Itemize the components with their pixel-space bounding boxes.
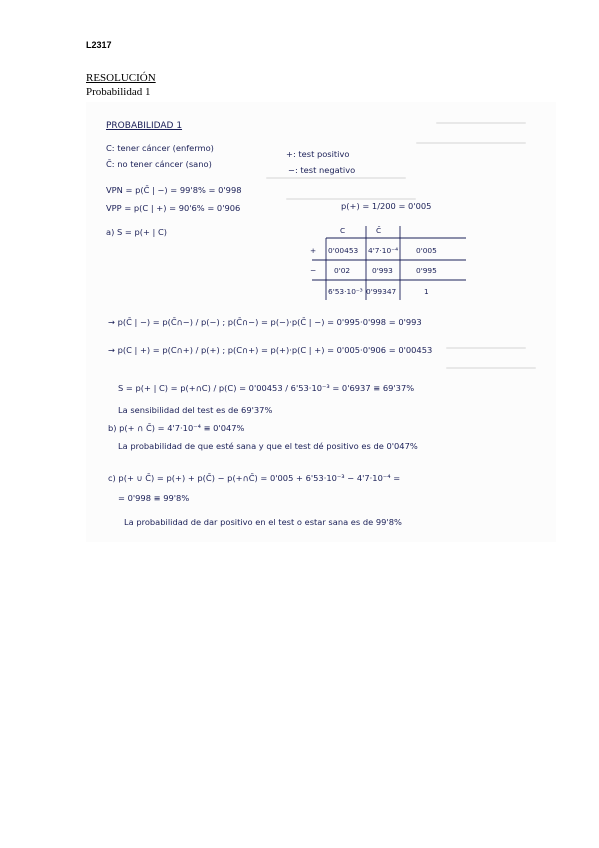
show-through-mark bbox=[446, 367, 536, 369]
page-code: L2317 bbox=[86, 40, 112, 50]
table-cell: 0'99347 bbox=[366, 287, 397, 296]
part-a-line: a) S = p(+ | C) bbox=[106, 227, 168, 237]
p-plus-line: p(+) = 1/200 = 0'005 bbox=[341, 201, 432, 211]
show-through-mark bbox=[446, 347, 526, 349]
part-b-line: b) p(+ ∩ C̄) = 4'7·10⁻⁴ ≡ 0'047% bbox=[108, 423, 245, 433]
table-cell: 0'993 bbox=[372, 266, 393, 275]
vpn-line: VPN = p(C̄ | −) = 99'8% = 0'998 bbox=[106, 185, 242, 195]
table-cell: 0'005 bbox=[416, 246, 437, 255]
table-cell: 6'53·10⁻³ bbox=[328, 287, 363, 296]
table-cell: 1 bbox=[424, 287, 429, 296]
part-c-conclusion: La probabilidad de dar positivo en el test o estar sana es de 99'8% bbox=[124, 517, 402, 527]
show-through-mark bbox=[416, 142, 526, 144]
table-header-not-c: C̄ bbox=[376, 226, 382, 235]
part-c-line: c) p(+ ∪ C̄) = p(+) + p(C̄) − p(+∩C̄) = 0'005 + 6'53·10⁻³ − 4'7·10⁻⁴ = bbox=[108, 473, 401, 483]
conditional-positive-line: → p(C | +) = p(C∩+) / p(+) ; p(C∩+) = p(+)·p(C | +) = 0'005·0'906 = 0'00453 bbox=[108, 345, 433, 355]
table-row-plus-label: + bbox=[310, 246, 317, 255]
table-header-c: C bbox=[340, 226, 346, 235]
definition-not-c: C̄: no tener cáncer (sano) bbox=[106, 159, 212, 169]
conditional-negative-line: → p(C̄ | −) = p(C̄∩−) / p(−) ; p(C̄∩−) = p(−)·p(C̄ | −) = 0'995·0'998 = 0'993 bbox=[108, 317, 422, 327]
handwritten-scan bbox=[86, 102, 556, 542]
table-cell: 4'7·10⁻⁴ bbox=[368, 246, 399, 255]
table-cell: 0'00453 bbox=[328, 246, 359, 255]
definition-minus: −: test negativo bbox=[288, 165, 356, 175]
table-row-minus-label: − bbox=[310, 266, 317, 275]
section-title: RESOLUCIÓN bbox=[86, 72, 156, 84]
definition-plus: +: test positivo bbox=[286, 149, 350, 159]
sensitivity-formula: S = p(+ | C) = p(+∩C) / p(C) = 0'00453 / 6'53·10⁻³ = 0'6937 ≡ 69'37% bbox=[118, 383, 415, 393]
show-through-mark bbox=[266, 177, 406, 179]
table-cell: 0'02 bbox=[334, 266, 351, 275]
part-c-result: = 0'998 ≡ 99'8% bbox=[118, 493, 190, 503]
definition-c: C: tener cáncer (enfermo) bbox=[106, 143, 214, 153]
sensitivity-conclusion: La sensibilidad del test es de 69'37% bbox=[118, 405, 273, 415]
part-b-conclusion: La probabilidad de que esté sana y que el test dé positivo es de 0'047% bbox=[118, 441, 418, 451]
show-through-mark bbox=[436, 122, 526, 124]
show-through-mark bbox=[286, 198, 416, 200]
vpp-line: VPP = p(C | +) = 90'6% = 0'906 bbox=[106, 203, 241, 213]
table-cell: 0'995 bbox=[416, 266, 437, 275]
subtitle: Probabilidad 1 bbox=[86, 86, 151, 98]
handwritten-heading: PROBABILIDAD 1 bbox=[106, 121, 183, 131]
